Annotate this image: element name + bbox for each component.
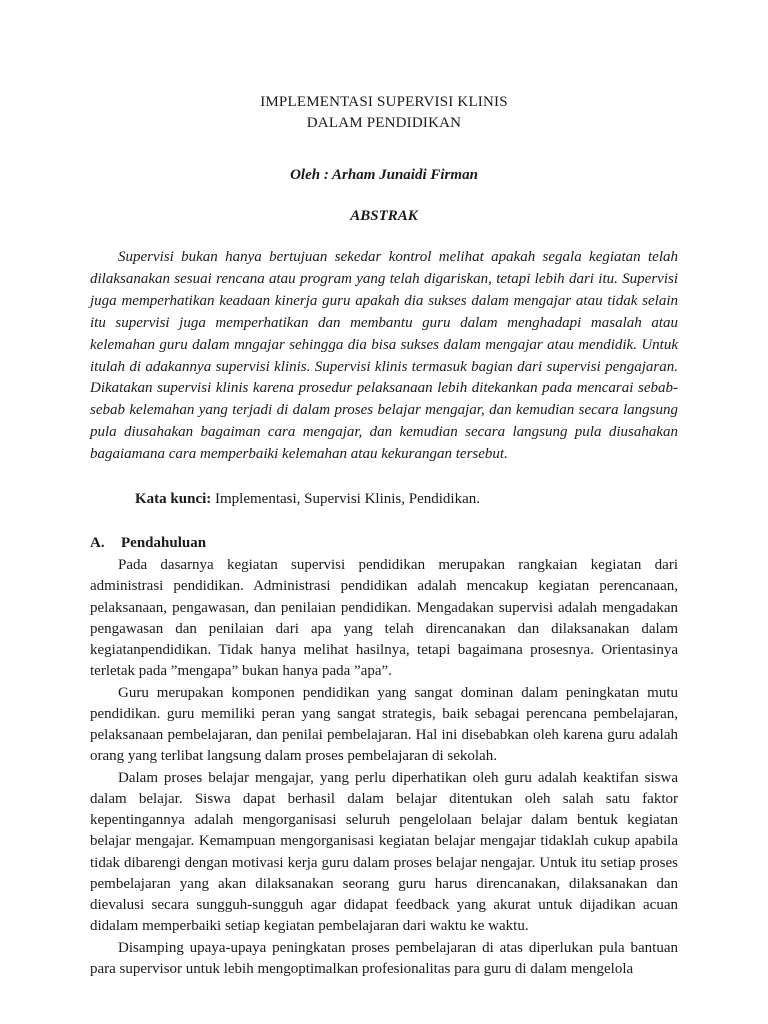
section-title: Pendahuluan — [121, 535, 207, 552]
section-heading — [90, 533, 678, 553]
author-line: Oleh : Arham Junaidi Firman — [290, 167, 478, 183]
section-number: A. — [90, 535, 105, 552]
section-paragraph-3: Dalam proses belajar mengajar, yang perlu diperhatikan oleh guru adalah keaktifan siswa dalam belajar. Siswa dapat berhasil dalam belajar ditentukan oleh salah satu faktor kepentingannya adalah mengorganisasi seluruh pengelolaan belajar dalam bentuk kegiatan belajar mengajar. Kemampuan mengorganisasi kegiatan belajar mengajar tidaklah cukup apabila tidak dibarengi dengan motivasi kerja guru dalam proses belajar nengajar. Untuk itu setiap proses pembelajaran yang akan dilaksanakan seorang guru harus direncanakan, dilaksanakan dan dievalusi secara sungguh-sungguh agar didapat feedback yang akurat untuk dijadikan acuan didalam memperbaiki setiap kegiatan pembelajaran dari waktu ke waktu. — [90, 769, 678, 935]
section-paragraph-4: Disamping upaya-upaya peningkatan proses pembelajaran di atas diperlukan pula bantuan para supervisor untuk lebih mengoptimalkan profesionalitas para guru di dalam mengelola — [90, 939, 678, 977]
section-paragraph-1: Pada dasarnya kegiatan supervisi pendidikan merupakan rangkaian kegiatan dari administrasi pendidikan. Administrasi pendidikan adalah mencakup kegiatan perencanaan, pelaksanaan, pengawasan, dan penilaian pendidikan. Mengadakan supervisi adalah mengadakan pengawasan dan penilaian dari apa yang telah direncanakan dan dilaksanakan dalam kegiatanpendidikan. Tidak hanya melihat hasilnya, tetapi bagaimana prosesnya. Orientasinya terletak pada ”mengapa” bukan hanya pada ”apa”. — [90, 557, 678, 680]
document-title-line2: DALAM PENDIDIKAN — [306, 115, 462, 131]
keywords-label: Kata kunci: — [135, 491, 212, 508]
section-paragraph-2: Guru merupakan komponen pendidikan yang sangat dominan dalam peningkatan mutu pendidikan. guru memiliki peran yang sangat strategis, baik sebagai perencana pembelajaran, pelaksanaan pembelajaran, dan penilai pembelajaran. Hal ini disebabkan oleh karena guru adalah orang yang terlibat langsung dalam proses pembelajaran di sekolah. — [90, 684, 678, 765]
abstract-body: Supervisi bukan hanya bertujuan sekedar kontrol melihat apakah segala kegiatan telah dilaksanakan sesuai rencana atau program yang telah digariskan, tetapi lebih dari itu. Supervisi juga memperhatikan keadaan kinerja guru apakah dia sukses dalam mengajar atau tidak selain itu supervisi juga memperhatikan dan membantu guru dalam menghadapi masalah atau kelemahan guru dalam mngajar sehingga dia bisa sukses dalam mengajar atau mendidik. Untuk itulah di adakannya supervisi klinis. Supervisi klinis termasuk bagian dari supervisi pengajaran. Dikatakan supervisi klinis karena prosedur pelaksanaan lebih ditekankan pada mencarai sebab-sebab kelemahan yang terjadi di dalam proses belajar mengajar, dan kemudian secara langsung pula diusahakan bagaiman cara mengajar, dan kemudian secara langsung pula diusahakan bagaiamana cara memperbaiki kelemahan atau kekurangan tersebut. — [90, 249, 678, 463]
abstract-heading: ABSTRAK — [350, 208, 418, 224]
keywords-value: Implementasi, Supervisi Klinis, Pendidikan. — [215, 491, 480, 508]
document-title-line1: IMPLEMENTASI SUPERVISI KLINIS — [260, 94, 508, 110]
keywords-line — [90, 489, 678, 509]
